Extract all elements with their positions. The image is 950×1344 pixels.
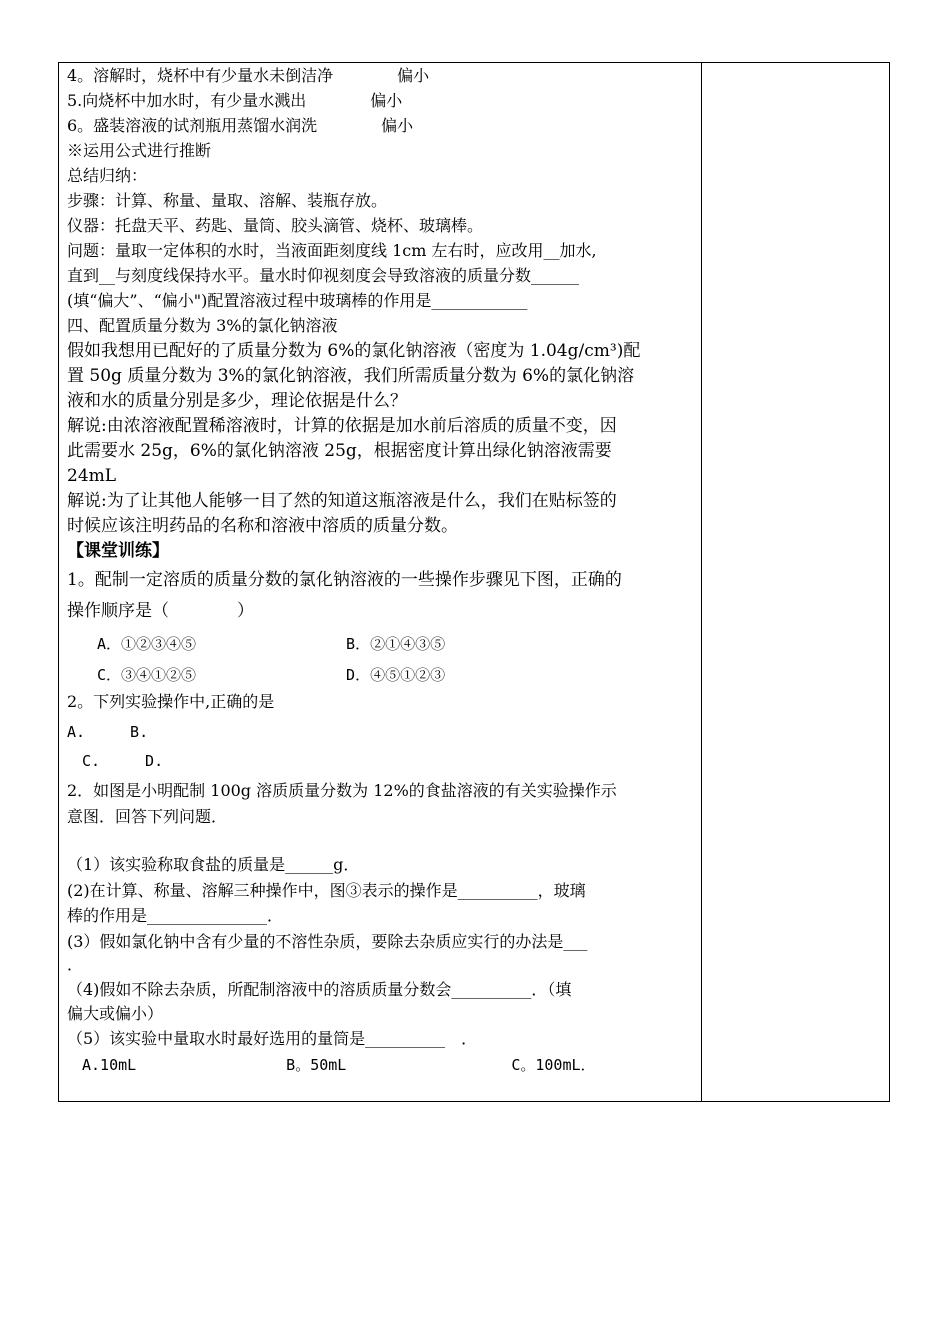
text-line: ※运用公式进行推断 — [67, 141, 212, 160]
question-text: 意图．回答下列问题． — [67, 807, 228, 826]
text-line: 时候应该注明药品的名称和溶液中溶质的质量分数。 — [67, 516, 458, 536]
question-text: 1。配制一定溶质的质量分数的氯化钠溶液的一些操作步骤见下图，正确的 — [67, 570, 622, 590]
question-text: 操作顺序是（ ） — [67, 601, 254, 621]
question-text: （4)假如不除去杂质，所配制溶液中的溶质质量分数会__________．（填 — [67, 980, 572, 999]
text-line: 此需要水 25g，6%的氯化钠溶液 25g，根据密度计算出绿化钠溶液需要 — [67, 441, 612, 461]
question-text: 偏大或偏小） — [67, 1004, 164, 1023]
text-line: 直到__与刻度线保持水平。量水时仰视刻度会导致溶液的质量分数______ — [67, 266, 580, 285]
section-heading: 四、配置质量分数为 3%的氯化钠溶液 — [67, 316, 338, 335]
answer-options: C．③④①②⑤ D．④⑤①②③ — [67, 666, 446, 684]
question-text: ． — [67, 955, 84, 974]
question-text: （5）该实验中量取水时最好选用的量筒是__________ ． — [67, 1029, 478, 1048]
question-text: 2．如图是小明配制 100g 溶质质量分数为 12%的食盐溶液的有关实验操作示 — [67, 781, 617, 800]
question-text: (2)在计算、称量、溶解三种操作中，图③表示的操作是__________，玻璃 — [67, 881, 586, 900]
text-line: 问题：量取一定体积的水时，当液面距刻度线 1cm 左右时，应改用__加水, — [67, 241, 597, 260]
question-text: 棒的作用是_______________． — [67, 906, 284, 925]
text-line: 5.向烧杯中加水时，有少量水溅出 偏小 — [67, 91, 403, 110]
section-heading: 【课堂训练】 — [67, 541, 169, 561]
question-text: （1）该实验称取食盐的质量是______g． — [67, 855, 360, 874]
text-line: 6。盛装溶液的试剂瓶用蒸馏水润洗 偏小 — [67, 116, 414, 135]
text-line: 仪器：托盘天平、药匙、量筒、胶头滴管、烧杯、玻璃棒。 — [67, 216, 484, 235]
text-line: 置 50g 质量分数为 3%的氯化钠溶液，我们所需质量分数为 6%的氯化钠溶 — [67, 366, 635, 386]
text-line: 总结归纳： — [67, 166, 148, 185]
text-line: 假如我想用已配好的了质量分数为 6%的氯化钠溶液（密度为 1.04g/cm³)配 — [67, 341, 641, 361]
answer-options: A．①②③④⑤ B．②①④③⑤ — [67, 635, 446, 653]
answer-options: A.10mL B。50mL C。100mL． — [67, 1056, 596, 1074]
text-line: 4。溶解时，烧杯中有少量水未倒洁净 偏小 — [67, 66, 430, 85]
text-line: 解说:为了让其他人能够一目了然的知道这瓶溶液是什么，我们在贴标签的 — [67, 491, 617, 511]
column-divider — [701, 62, 702, 1102]
question-text: 2。下列实验操作中,正确的是 — [67, 692, 275, 711]
question-text: (3）假如氯化钠中含有少量的不溶性杂质，要除去杂质应实行的办法是___ — [67, 932, 588, 951]
answer-options: C. D. — [67, 752, 164, 770]
text-line: (填“偏大”、“偏小")配置溶液过程中玻璃棒的作用是____________ — [67, 291, 528, 310]
text-line: 24mL — [67, 466, 117, 486]
text-line: 液和水的质量分别是多少，理论依据是什么？ — [67, 391, 407, 411]
answer-options: A. B. — [67, 723, 149, 741]
text-line: 步骤：计算、称量、量取、溶解、装瓶存放。 — [67, 191, 388, 210]
text-line: 解说:由浓溶液配置稀溶液时，计算的依据是加水前后溶质的质量不变，因 — [67, 416, 617, 436]
